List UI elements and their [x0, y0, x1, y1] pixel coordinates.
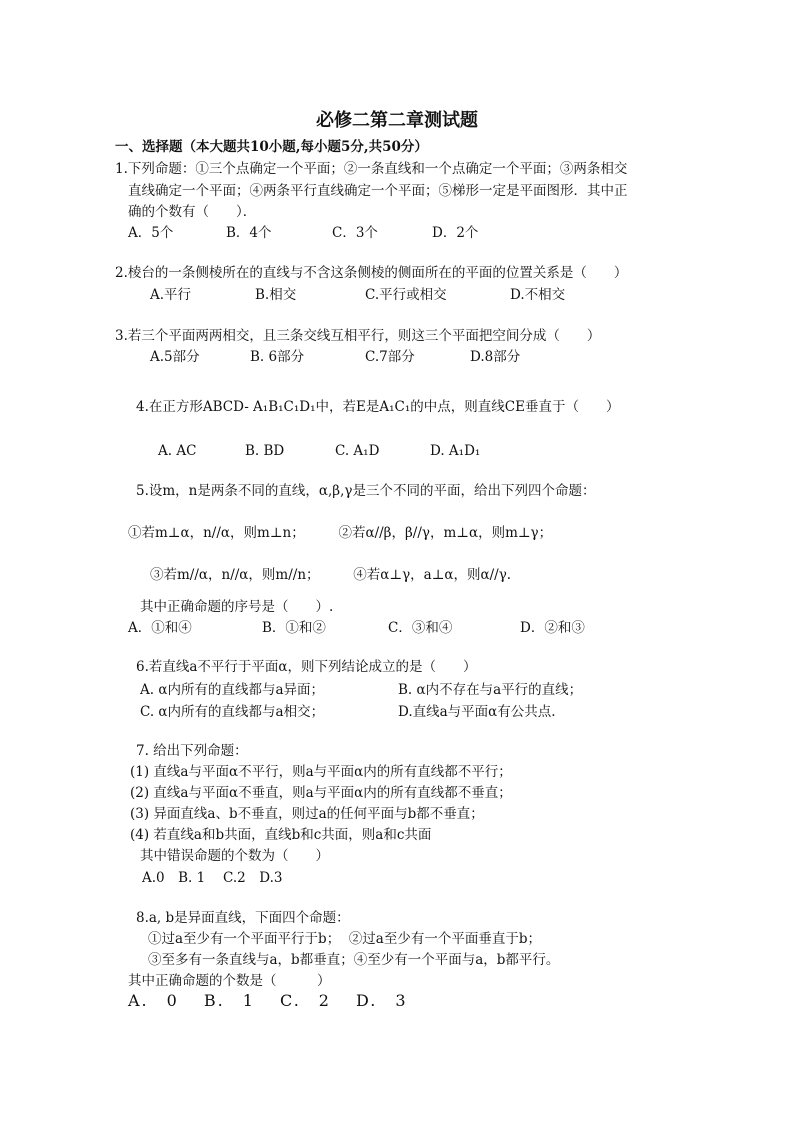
q5-propositions-3-4: ③若m//α，n//α，则m//n； ④若α⊥γ，a⊥α，则α//γ. — [150, 567, 512, 583]
q2-option-b: B.相交 — [255, 287, 297, 303]
q3-option-b: B. 6部分 — [250, 349, 305, 365]
q6-option-a: A. α内所有的直线都与a异面； — [140, 682, 324, 698]
q5-stem: 5.设m，n是两条不同的直线，α,β,γ是三个不同的平面，给出下列四个命题： — [136, 483, 596, 499]
q6-option-d: D.直线a与平面α有公共点. — [398, 704, 556, 720]
q7-proposition-4: (4) 若直线a和b共面，直线b和c共面，则a和c共面 — [130, 827, 432, 843]
q6-stem: 6.若直线a不平行于平面α，则下列结论成立的是（ ） — [136, 659, 477, 675]
q7-stem: 7. 给出下列命题： — [136, 743, 248, 759]
q3-option-a: A.5部分 — [150, 349, 200, 365]
q1-option-c: C．3个 — [332, 225, 378, 241]
q8-options: A. 0 B. 1 C. 2 D. 3 — [128, 991, 408, 1010]
q1-stem-line2: 直线确定一个平面；④两条平行直线确定一个平面；⑤梯形一定是平面图形．其中正 — [128, 183, 628, 199]
q5-option-a: A．①和④ — [128, 620, 192, 636]
q5-option-d: D．②和③ — [520, 620, 585, 636]
q1-option-d: D．2个 — [432, 225, 479, 241]
q1-stem-line1: 1.下列命题：①三个点确定一个平面；②一条直线和一个点确定一个平面；③两条相交 — [115, 161, 628, 177]
q7-ask: 其中错误命题的个数为（ ） — [140, 848, 329, 864]
q4-option-d: D. A₁D₁ — [430, 443, 481, 459]
q3-stem: 3.若三个平面两两相交，且三条交线互相平行，则这三个平面把空间分成（ ） — [115, 328, 601, 344]
q4-option-b: B. BD — [245, 443, 285, 459]
q4-option-c: C. A₁D — [335, 443, 380, 459]
q1-option-b: B．4个 — [226, 225, 272, 241]
q5-option-b: B．①和② — [262, 620, 326, 636]
q2-option-c: C.平行或相交 — [365, 287, 447, 303]
q3-option-d: D.8部分 — [470, 349, 521, 365]
q8-proposition-1-2: ①过a至少有一个平面平行于b； ②过a至少有一个平面垂直于b； — [148, 931, 541, 947]
q2-option-d: D.不相交 — [510, 287, 566, 303]
q6-option-c: C. α内所有的直线都与a相交； — [140, 704, 325, 720]
q7-options: A.0 B. 1 C.2 D.3 — [142, 870, 283, 886]
q4-stem: 4.在正方形ABCD- A₁B₁C₁D₁中，若E是A₁C₁的中点，则直线CE垂直于（ ） — [136, 399, 620, 415]
q8-proposition-3-4: ③至多有一条直线与a，b都垂直；④至少有一个平面与a，b都平行。 — [148, 952, 560, 968]
q3-option-c: C.7部分 — [365, 349, 415, 365]
q2-option-a: A.平行 — [150, 287, 192, 303]
page-title: 必修二第二章测试题 — [316, 110, 478, 131]
q7-proposition-1: (1) 直线a与平面α不平行，则a与平面α内的所有直线都不平行； — [130, 764, 512, 780]
q8-ask: 其中正确命题的个数是（ ） — [128, 973, 331, 989]
q5-ask: 其中正确命题的序号是（ ）. — [140, 599, 334, 615]
q5-option-c: C．③和④ — [388, 620, 453, 636]
q4-option-a: A. AC — [158, 443, 197, 459]
section-heading: 一、选择题（本大题共10小题,每小题5分,共50分） — [115, 139, 428, 155]
q2-stem: 2.棱台的一条侧棱所在的直线与不含这条侧棱的侧面所在的平面的位置关系是（ ） — [115, 265, 628, 281]
q7-proposition-2: (2) 直线a与平面α不垂直，则a与平面α内的所有直线都不垂直； — [130, 785, 512, 801]
q1-option-a: A．5个 — [128, 225, 174, 241]
q6-option-b: B. α内不存在与a平行的直线； — [398, 682, 583, 698]
q8-stem: 8.a, b是异面直线，下面四个命题： — [136, 910, 350, 926]
q5-propositions-1-2: ①若m⊥α，n//α，则m⊥n； ②若α//β，β//γ，m⊥α，则m⊥γ； — [128, 525, 553, 541]
q7-proposition-3: (3) 异面直线a、b不垂直，则过a的任何平面与b都不垂直； — [130, 806, 484, 822]
q1-stem-line3: 确的个数有（ ）． — [128, 204, 257, 220]
